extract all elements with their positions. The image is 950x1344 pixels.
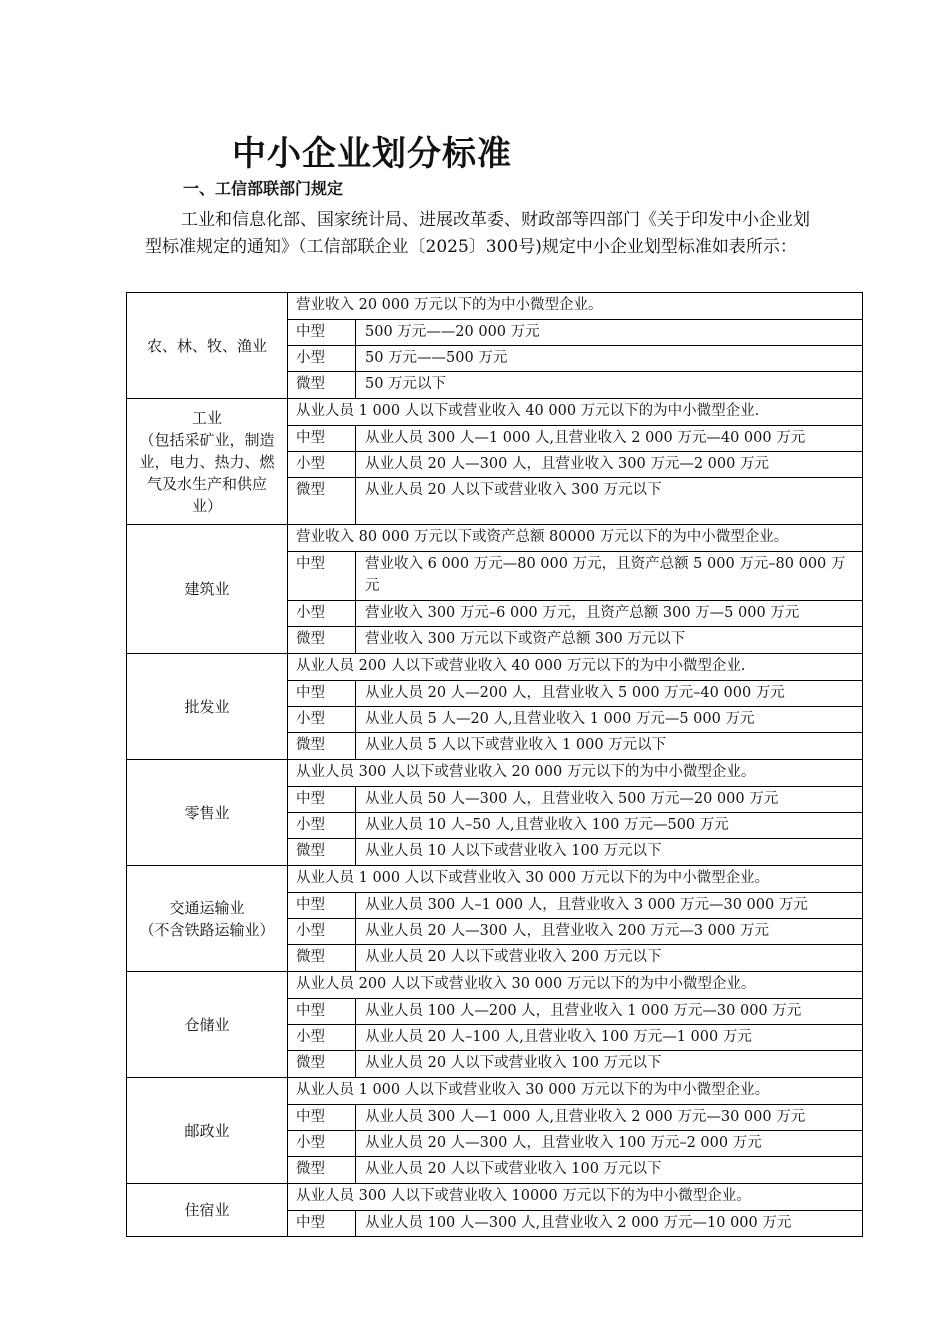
criteria-cell: 从业人员 20 人以下或营业收入 200 万元以下 xyxy=(356,945,863,972)
size-label: 微型 xyxy=(288,1157,356,1184)
summary-cell: 营业收入 80 000 万元以下或资产总额 80000 万元以下的为中小微型企业。 xyxy=(288,525,863,552)
summary-cell: 从业人员 300 人以下或营业收入 20 000 万元以下的为中小微型企业。 xyxy=(288,760,863,787)
size-label: 小型 xyxy=(288,601,356,627)
table-row xyxy=(127,525,863,552)
classification-table xyxy=(126,292,863,1237)
criteria-cell: 从业人员 300 人—1 000 人,且营业收入 2 000 万元—30 000 万元 xyxy=(356,1105,863,1131)
industry-name: 批发业 xyxy=(184,697,230,716)
industry-name: 建筑业 xyxy=(184,580,230,598)
table-row xyxy=(127,1078,863,1105)
summary-cell: 从业人员 200 人以下或营业收入 40 000 万元以下的为中小微型企业. xyxy=(288,654,863,681)
summary-cell: 从业人员 200 人以下或营业收入 30 000 万元以下的为中小微型企业。 xyxy=(288,972,863,999)
criteria-cell: 营业收入 300 万元以下或资产总额 300 万元以下 xyxy=(356,627,863,654)
industry-cell xyxy=(127,1078,288,1184)
industry-cell xyxy=(127,866,288,972)
criteria-cell: 从业人员 20 人—300 人，且营业收入 300 万元—2 000 万元 xyxy=(356,452,863,478)
size-label: 中型 xyxy=(288,999,356,1025)
page-title: 中小企业划分标准 xyxy=(232,134,512,174)
criteria-cell: 50 万元以下 xyxy=(356,372,863,399)
industry-name: 交通运输业 （不含铁路运输业） xyxy=(139,898,275,939)
size-label: 微型 xyxy=(288,1051,356,1078)
criteria-cell: 从业人员 20 人以下或营业收入 100 万元以下 xyxy=(356,1157,863,1184)
size-label: 微型 xyxy=(288,839,356,866)
size-label: 中型 xyxy=(288,787,356,813)
size-label: 微型 xyxy=(288,733,356,760)
criteria-cell: 500 万元——20 000 万元 xyxy=(356,320,863,346)
criteria-cell: 营业收入 6 000 万元—80 000 万元，且资产总额 5 000 万元–80 000 万元 xyxy=(356,552,863,601)
criteria-cell: 营业收入 300 万元–6 000 万元，且资产总额 300 万—5 000 万元 xyxy=(356,601,863,627)
criteria-cell: 从业人员 20 人—200 人，且营业收入 5 000 万元–40 000 万元 xyxy=(356,681,863,707)
industry-cell xyxy=(127,525,288,654)
industry-cell xyxy=(127,399,288,525)
table-row xyxy=(127,293,863,320)
size-label: 中型 xyxy=(288,1211,356,1237)
size-label: 中型 xyxy=(288,1105,356,1131)
industry-name: 住宿业 xyxy=(184,1201,230,1219)
size-label: 中型 xyxy=(288,426,356,452)
criteria-cell: 从业人员 20 人—300 人，且营业收入 200 万元—3 000 万元 xyxy=(356,919,863,945)
summary-cell: 从业人员 300 人以下或营业收入 10000 万元以下的为中小微型企业。 xyxy=(288,1184,863,1211)
industry-name: 工业 （包括采矿业，制造业，电力、热力、燃气及水生产和供应业） xyxy=(139,408,275,515)
section-heading: 一、工信部联部门规定 xyxy=(183,179,344,198)
size-label: 中型 xyxy=(288,320,356,346)
criteria-cell: 从业人员 5 人—20 人,且营业收入 1 000 万元—5 000 万元 xyxy=(356,707,863,733)
size-label: 小型 xyxy=(288,346,356,372)
criteria-cell: 从业人员 100 人—300 人,且营业收入 2 000 万元—10 000 万元 xyxy=(356,1211,863,1237)
industry-cell xyxy=(127,972,288,1078)
table-row xyxy=(127,654,863,681)
criteria-cell: 从业人员 20 人–100 人,且营业收入 100 万元—1 000 万元 xyxy=(356,1025,863,1051)
industry-name: 零售业 xyxy=(184,803,230,822)
size-label: 中型 xyxy=(288,893,356,919)
size-label: 小型 xyxy=(288,1131,356,1157)
size-label: 微型 xyxy=(288,627,356,654)
size-label: 小型 xyxy=(288,1025,356,1051)
criteria-cell: 从业人员 20 人以下或营业收入 100 万元以下 xyxy=(356,1051,863,1078)
industry-name: 邮政业 xyxy=(184,1121,230,1140)
criteria-cell: 从业人员 5 人以下或营业收入 1 000 万元以下 xyxy=(356,733,863,760)
size-label: 小型 xyxy=(288,707,356,733)
size-label: 小型 xyxy=(288,919,356,945)
summary-cell: 从业人员 1 000 人以下或营业收入 30 000 万元以下的为中小微型企业。 xyxy=(288,866,863,893)
industry-cell xyxy=(127,760,288,866)
size-label: 微型 xyxy=(288,945,356,972)
size-label: 小型 xyxy=(288,813,356,839)
size-label: 小型 xyxy=(288,452,356,478)
industry-name: 农、林、牧、渔业 xyxy=(146,336,267,355)
criteria-cell: 50 万元——500 万元 xyxy=(356,346,863,372)
summary-cell: 从业人员 1 000 人以下或营业收入 30 000 万元以下的为中小微型企业。 xyxy=(288,1078,863,1105)
size-label: 微型 xyxy=(288,372,356,399)
criteria-cell: 从业人员 300 人—1 000 人,且营业收入 2 000 万元—40 000 万元 xyxy=(356,426,863,452)
industry-cell xyxy=(127,293,288,399)
industry-cell xyxy=(127,654,288,760)
industry-name: 仓储业 xyxy=(184,1015,230,1034)
industry-cell xyxy=(127,1184,288,1237)
summary-cell: 营业收入 20 000 万元以下的为中小微型企业。 xyxy=(288,293,863,320)
table-row xyxy=(127,760,863,787)
size-label: 中型 xyxy=(288,552,356,601)
table-row xyxy=(127,866,863,893)
table-row xyxy=(127,972,863,999)
criteria-cell: 从业人员 10 人以下或营业收入 100 万元以下 xyxy=(356,839,863,866)
criteria-cell: 从业人员 20 人—300 人，且营业收入 100 万元–2 000 万元 xyxy=(356,1131,863,1157)
summary-cell: 从业人员 1 000 人以下或营业收入 40 000 万元以下的为中小微型企业. xyxy=(288,399,863,426)
table-row xyxy=(127,1184,863,1211)
criteria-cell: 从业人员 50 人—300 人，且营业收入 500 万元—20 000 万元 xyxy=(356,787,863,813)
intro-paragraph: 工业和信息化部、国家统计局、进展改革委、财政部等四部门《关于印发中小企业划型标准规定的通知》（工信部联企业〔2025〕300号)规定中小企业划型标准如表所示： xyxy=(145,210,810,257)
criteria-cell: 从业人员 20 人以下或营业收入 300 万元以下 xyxy=(356,478,863,525)
size-label: 中型 xyxy=(288,681,356,707)
criteria-cell: 从业人员 100 人—200 人，且营业收入 1 000 万元—30 000 万元 xyxy=(356,999,863,1025)
criteria-cell: 从业人员 10 人–50 人,且营业收入 100 万元—500 万元 xyxy=(356,813,863,839)
criteria-cell: 从业人员 300 人–1 000 人，且营业收入 3 000 万元—30 000 万元 xyxy=(356,893,863,919)
table-row xyxy=(127,399,863,426)
size-label: 微型 xyxy=(288,478,356,525)
